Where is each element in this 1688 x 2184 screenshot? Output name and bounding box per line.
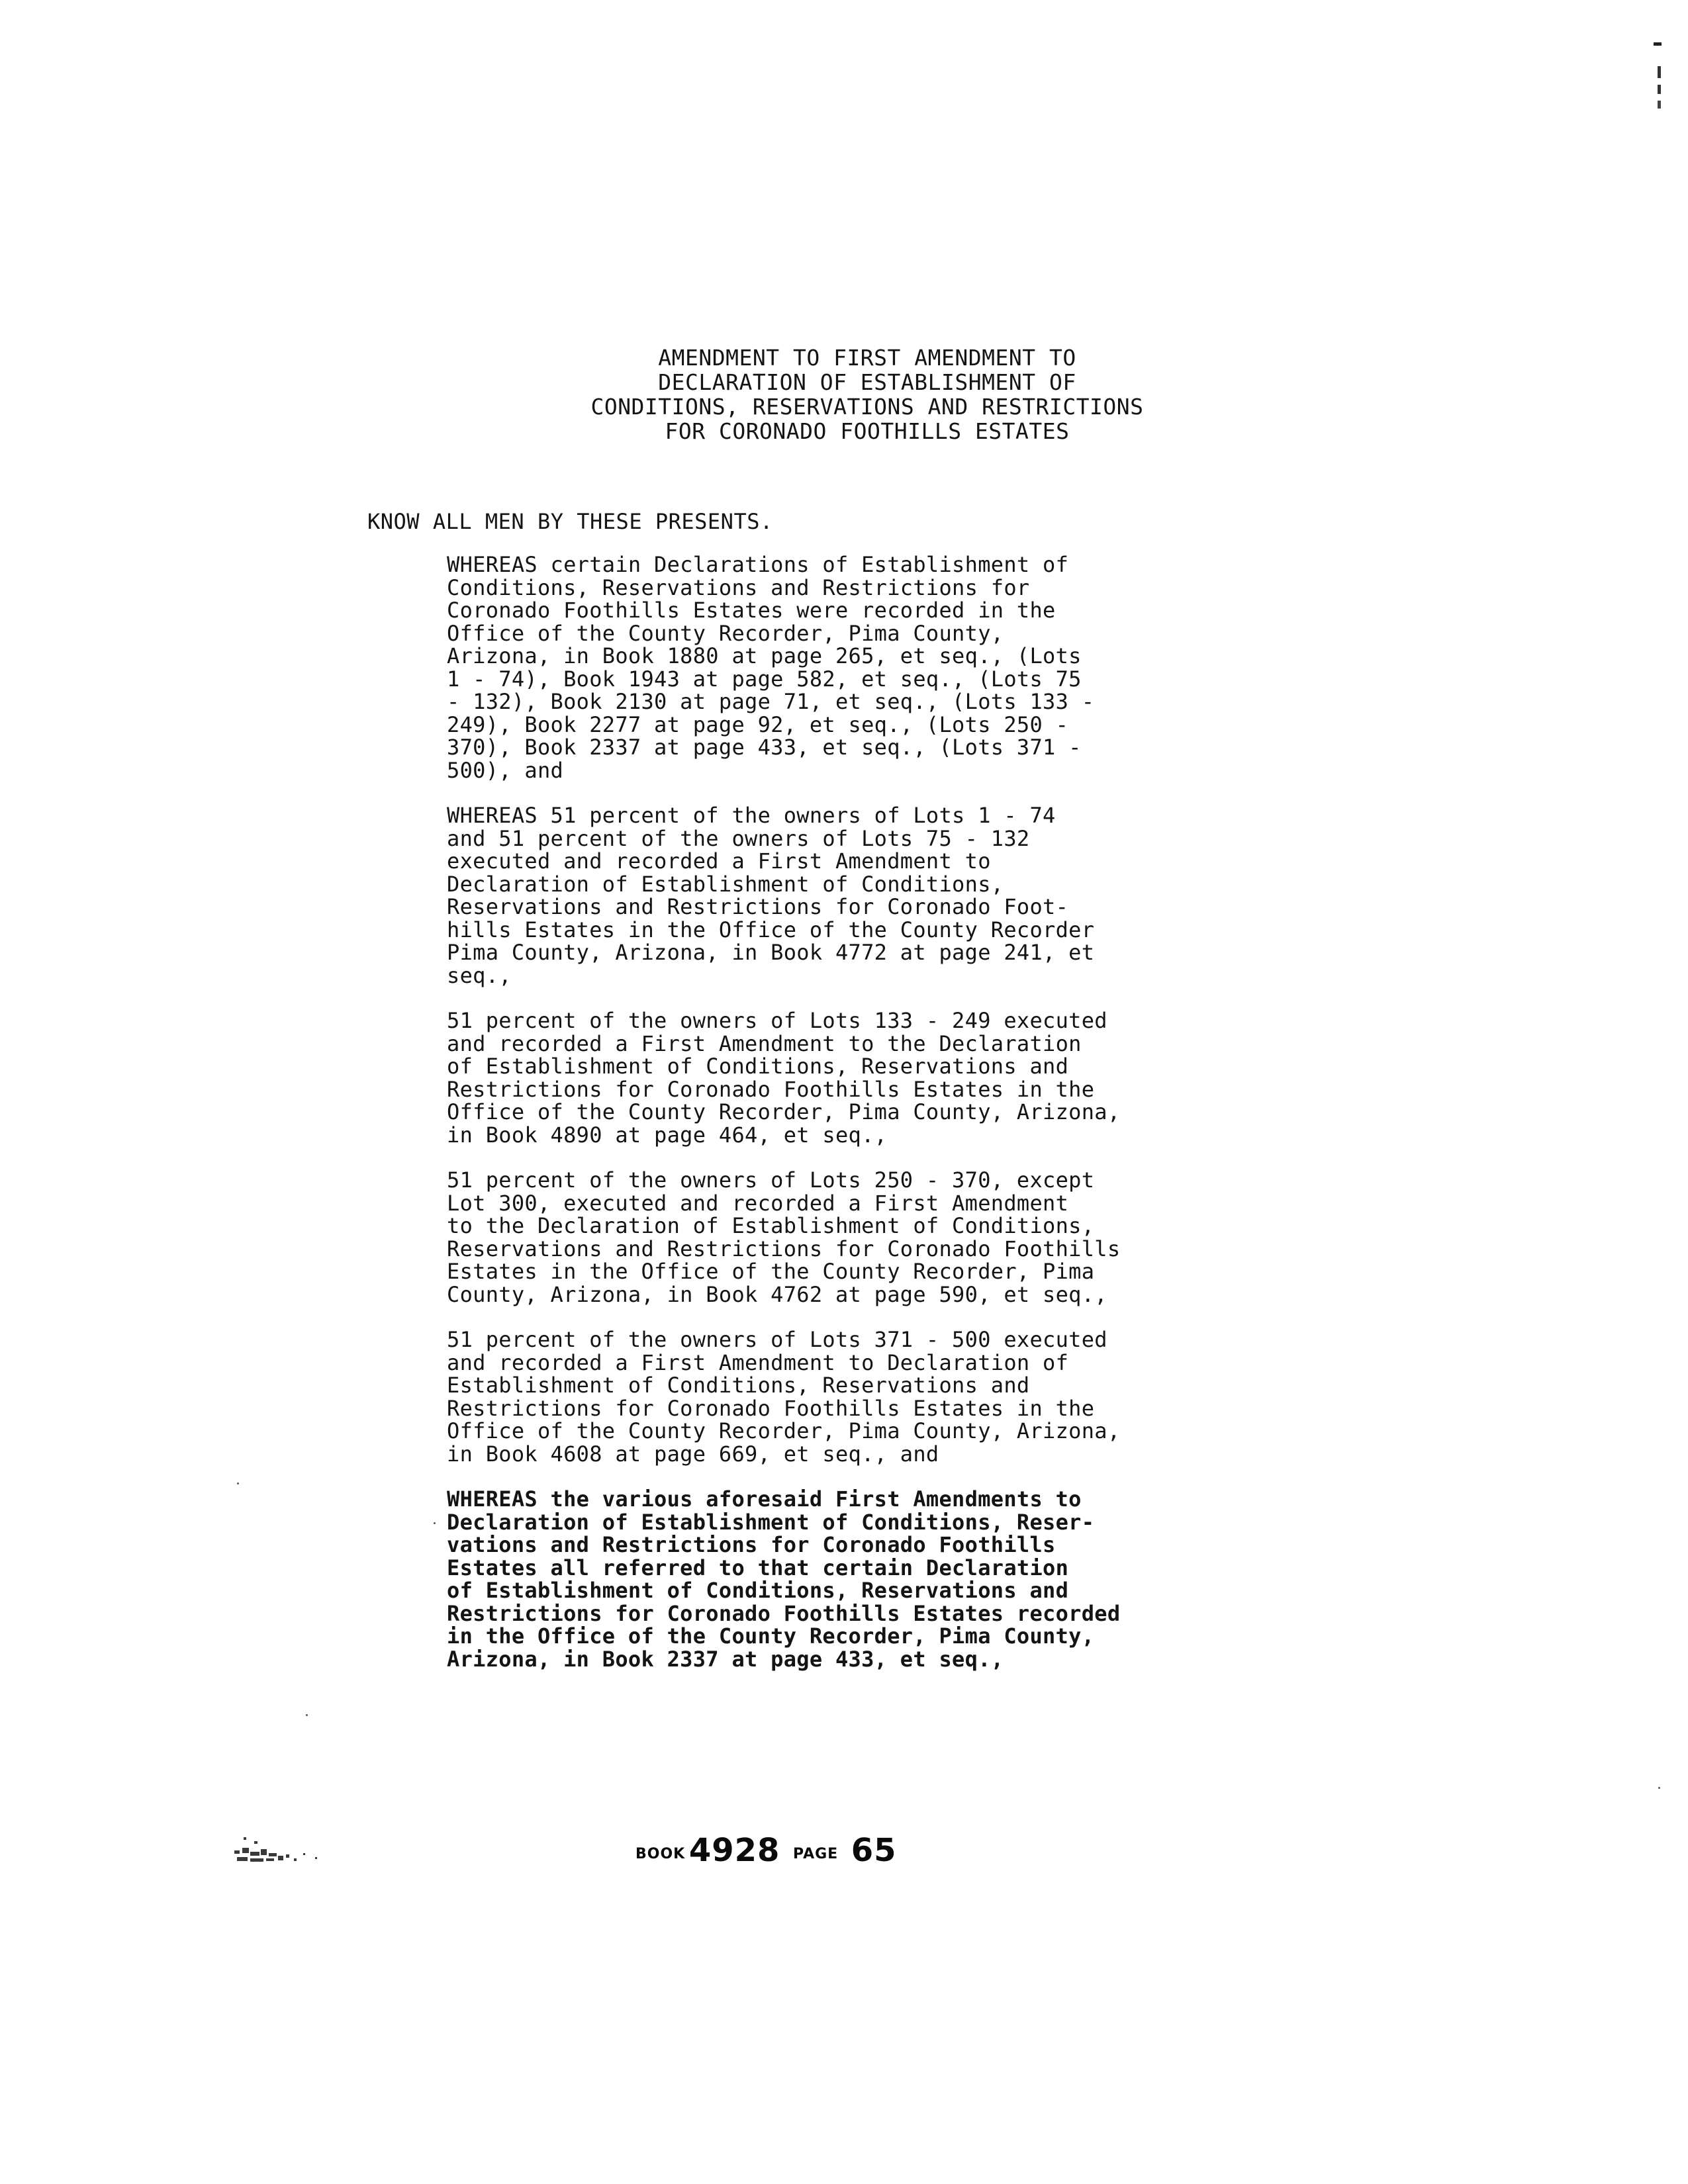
paragraph-line: 51 percent of the owners of Lots 250 - 370, except [447, 1167, 1095, 1193]
paragraph-line: Coronado Foothills Estates were recorded in the [447, 598, 1056, 623]
book-label: BOOK [635, 1846, 686, 1862]
paragraph-line: Declaration of Establishment of Conditions, [447, 871, 1004, 897]
title-line: DECLARATION OF ESTABLISHMENT OF [658, 369, 1076, 395]
title-line: CONDITIONS, RESERVATIONS AND RESTRICTIONS [590, 394, 1144, 420]
paragraph-line: and recorded a First Amendment to Declaration of [447, 1349, 1069, 1375]
paragraph-line: WHEREAS 51 percent of the owners of Lots 1 - 74 [447, 803, 1056, 828]
paragraph-line: 370), Book 2337 at page 433, et seq., (Lots 371 - [447, 735, 1082, 760]
paragraph-line: Declaration of Establishment of Conditions, Reser- [447, 1509, 1095, 1535]
paragraph-line: of Establishment of Conditions, Reservations and [447, 1578, 1069, 1603]
page-label: PAGE [792, 1846, 839, 1862]
scan-edge-mark [1651, 40, 1664, 113]
paragraph-line: 500), and [447, 757, 564, 783]
paragraph-line: Reservations and Restrictions for Coronado Foothills [447, 1236, 1121, 1261]
paragraph-line: vations and Restrictions for Coronado Foothills [447, 1532, 1056, 1557]
paragraph-line: hills Estates in the Office of the County Recorder [447, 917, 1095, 942]
paragraph-line: Restrictions for Coronado Foothills Estates recorded [447, 1600, 1121, 1626]
paragraph-line: Restrictions for Coronado Foothills Estates in the [447, 1076, 1095, 1102]
whereas-paragraph-1 [447, 553, 1215, 782]
paragraph-line: in Book 4608 at page 669, et seq., and [447, 1441, 939, 1467]
paragraph-line: Reservations and Restrictions for Coronado Foot- [447, 894, 1069, 919]
title-line: AMENDMENT TO FIRST AMENDMENT TO [658, 345, 1076, 371]
paragraph-line: WHEREAS certain Declarations of Establishment of [447, 552, 1069, 577]
paragraph-line: County, Arizona, in Book 4762 at page 590, et seq., [447, 1281, 1107, 1307]
document-body [447, 553, 1215, 1693]
paragraph-line: Office of the County Recorder, Pima County, Arizona, [447, 1418, 1121, 1443]
document-title [490, 345, 1244, 443]
paragraph-line: executed and recorded a First Amendment to [447, 848, 991, 874]
lots-133-249-paragraph [447, 1009, 1215, 1146]
paragraph-line: and recorded a First Amendment to the Declaration [447, 1030, 1082, 1056]
paragraph-line: Lot 300, executed and recorded a First Amendment [447, 1190, 1069, 1216]
paragraph-line: Pima County, Arizona, in Book 4772 at page 241, et [447, 940, 1095, 965]
scan-speck [434, 1522, 436, 1524]
scan-speck [306, 1714, 308, 1716]
salutation: KNOW ALL MEN BY THESE PRESENTS. [367, 509, 773, 534]
paragraph-line: to the Declaration of Establishment of Conditions, [447, 1213, 1095, 1238]
paragraph-line: Conditions, Reservations and Restrictions for [447, 574, 1030, 600]
title-line: FOR CORONADO FOOTHILLS ESTATES [665, 418, 1070, 444]
recorder-stamp-mark [230, 1824, 330, 1870]
whereas-paragraph-3 [447, 1488, 1215, 1670]
page-number: 65 [851, 1832, 897, 1869]
paragraph-line: 51 percent of the owners of Lots 133 - 249 executed [447, 1008, 1107, 1033]
lots-250-370-paragraph [447, 1169, 1215, 1306]
paragraph-line: WHEREAS the various aforesaid First Amendments to [447, 1486, 1082, 1512]
whereas-paragraph-2 [447, 804, 1215, 987]
lots-371-500-paragraph [447, 1328, 1215, 1465]
paragraph-line: Estates all referred to that certain Declaration [447, 1555, 1069, 1580]
paragraph-line: - 132), Book 2130 at page 71, et seq., (Lots 133 - [447, 689, 1095, 714]
paragraph-line: Arizona, in Book 1880 at page 265, et seq., (Lots [447, 643, 1082, 668]
paragraph-line: and 51 percent of the owners of Lots 75 - 132 [447, 825, 1030, 851]
paragraph-line: 51 percent of the owners of Lots 371 - 500 executed [447, 1327, 1107, 1352]
paragraph-line: Arizona, in Book 2337 at page 433, et seq., [447, 1646, 1004, 1672]
paragraph-line: in Book 4890 at page 464, et seq., [447, 1122, 888, 1148]
scan-speck [1658, 1787, 1660, 1789]
paragraph-line: in the Office of the County Recorder, Pima County, [447, 1623, 1095, 1649]
paragraph-line: Establishment of Conditions, Reservations and [447, 1373, 1030, 1398]
paragraph-line: of Establishment of Conditions, Reservations and [447, 1054, 1069, 1079]
book-page-stamp [635, 1832, 897, 1869]
paragraph-line: 1 - 74), Book 1943 at page 582, et seq., (Lots 75 [447, 666, 1082, 692]
paragraph-line: 249), Book 2277 at page 92, et seq., (Lots 250 - [447, 711, 1069, 737]
paragraph-line: Estates in the Office of the County Recorder, Pima [447, 1259, 1095, 1284]
paragraph-line: Office of the County Recorder, Pima County, Arizona, [447, 1099, 1121, 1124]
scan-speck [237, 1482, 239, 1484]
paragraph-line: seq., [447, 962, 512, 988]
paragraph-line: Restrictions for Coronado Foothills Estates in the [447, 1395, 1095, 1421]
book-number: 4928 [688, 1832, 780, 1869]
paragraph-line: Office of the County Recorder, Pima County, [447, 620, 1004, 646]
